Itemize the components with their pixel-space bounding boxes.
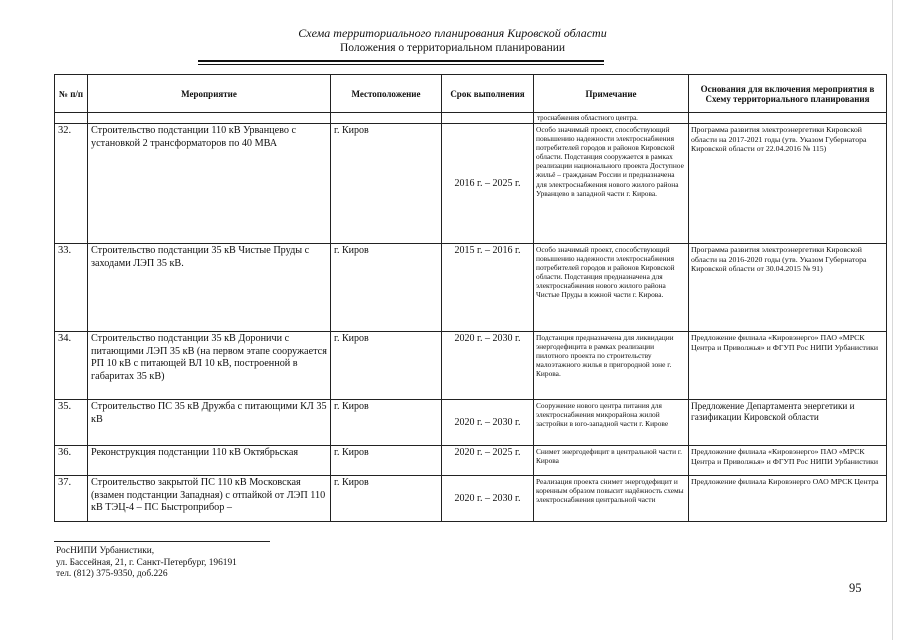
header-note: Примечание xyxy=(534,75,689,113)
row-term: 2020 г. – 2030 г. xyxy=(442,332,534,400)
row-note: Особо значимый проект, способствующий повышению надежности электроснабжения потребителей городов и районов Кировской области. Подстанция сооружается в рамках реализации национального проекта Доступное жильё – гражданам России и предназначена для электроснабжения нового жилого района Урванцево в западной части г. Кирова. xyxy=(534,124,689,244)
footer-rule xyxy=(54,541,270,542)
row-event: Строительство закрытой ПС 110 кВ Московская (взамен подстанции Западная) с отпайкой от ЛЭП 110 кВ ТЭЦ-4 – ПС Быстроприбор – xyxy=(88,476,331,522)
row-note: Сооружение нового центра питания для электроснабжения микрорайона жилой застройки в юго-западной части г. Кирове xyxy=(534,400,689,446)
continued-note: троснабжения областного центра. xyxy=(534,113,689,124)
row-basis: Программа развития электроэнергетики Кировской области на 2017-2021 годы (утв. Указом Губернатора Кировской области от 22.04.2016 № 115) xyxy=(689,124,887,244)
row-location: г. Киров xyxy=(331,124,442,244)
page-number: 95 xyxy=(849,581,862,595)
measures-table xyxy=(54,74,887,522)
document-subtitle: Положения о территориальном планировании xyxy=(339,42,566,54)
row-term: 2016 г. – 2025 г. xyxy=(442,124,534,244)
table-row xyxy=(55,476,887,522)
table-header-row xyxy=(55,75,887,113)
footer-org: РосНИПИ Урбанистики, xyxy=(56,546,155,556)
table-row-continued xyxy=(55,113,887,124)
row-event: Строительство подстанции 35 кВ Чистые Пруды с заходами ЛЭП 35 кВ. xyxy=(88,244,331,332)
row-note: Особо значимый проект, способствующий повышению надежности электроснабжения потребителей городов и районов Кировской области. Подстанция предназначена для электроснабжения нового жилого района Чистые Пруды в южной части г. Кирова. xyxy=(534,244,689,332)
header-basis: Основания для включения мероприятия в Схему территориального планирования xyxy=(689,75,887,113)
footer-address xyxy=(56,546,237,581)
row-event: Строительство подстанции 110 кВ Урванцево с установкой 2 трансформаторов по 40 МВА xyxy=(88,124,331,244)
row-event: Строительство подстанции 35 кВ Дороничи с питающими ЛЭП 35 кВ (на первом этапе сооружается РП 10 кВ с питающей ВЛ 10 кВ, построенной в габаритах 35 кВ) xyxy=(88,332,331,400)
row-basis: Предложение филиала Кировэнерго ОАО МРСК Центра xyxy=(689,476,887,522)
table-row xyxy=(55,332,887,400)
table-row xyxy=(55,244,887,332)
table-row xyxy=(55,446,887,476)
row-basis: Предложение филиала «Кировэнерго» ПАО «МРСК Центра и Приволжья» и ФГУП Рос НИПИ Урбанистики xyxy=(689,446,887,476)
footer-street: ул. Бассейная, 21, г. Санкт-Петербург, 196191 xyxy=(56,557,237,568)
row-note: Реализация проекта снимет энергодефицит и коренным образом повысит надёжность схемы электроснабжения центральной части xyxy=(534,476,689,522)
header-rule-thick xyxy=(198,60,604,62)
page-edge xyxy=(892,0,893,640)
row-num: 33. xyxy=(55,244,88,332)
row-term: 2020 г. – 2025 г. xyxy=(442,446,534,476)
row-num: 35. xyxy=(55,400,88,446)
header-location: Местоположение xyxy=(331,75,442,113)
row-term: 2020 г. – 2030 г. xyxy=(442,400,534,446)
row-location: г. Киров xyxy=(331,244,442,332)
row-note: Снимет энергодефицит в центральной части г. Кирова xyxy=(534,446,689,476)
row-term: 2020 г. – 2030 г. xyxy=(442,476,534,522)
header-term: Срок выполнения xyxy=(442,75,534,113)
header-num: № п/п xyxy=(55,75,88,113)
row-num: 36. xyxy=(55,446,88,476)
row-basis: Программа развития электроэнергетики Кировской области на 2016-2020 годы (утв. Указом Губернатора Кировской области от 30.04.2015 № 91) xyxy=(689,244,887,332)
table-row xyxy=(55,124,887,244)
row-num: 32. xyxy=(55,124,88,244)
row-num: 37. xyxy=(55,476,88,522)
row-term: 2015 г. – 2016 г. xyxy=(442,244,534,332)
footer-phone: тел. (812) 375-9350, доб.226 xyxy=(56,569,168,579)
row-location: г. Киров xyxy=(331,476,442,522)
row-location: г. Киров xyxy=(331,332,442,400)
table-row xyxy=(55,400,887,446)
row-num: 34. xyxy=(55,332,88,400)
row-location: г. Киров xyxy=(331,446,442,476)
document-title: Схема территориального планирования Кировской области xyxy=(298,26,607,40)
row-event: Строительство ПС 35 кВ Дружба с питающими КЛ 35 кВ xyxy=(88,400,331,446)
header-event: Мероприятие xyxy=(88,75,331,113)
row-basis: Предложение Департамента энергетики и газификации Кировской области xyxy=(689,400,887,446)
row-basis: Предложение филиала «Кировэнерго» ПАО «МРСК Центра и Приволжья» и ФГУП Рос НИПИ Урбанистики xyxy=(689,332,887,400)
row-location: г. Киров xyxy=(331,400,442,446)
row-event: Реконструкция подстанции 110 кВ Октябрьская xyxy=(88,446,331,476)
header-rule-thin xyxy=(198,64,604,65)
row-note: Подстанция предназначена для ликвидации энергодефицита в рамках реализации пилотного проекта по строительству малоэтажного жилья в пригородной зоне г. Кирова. xyxy=(534,332,689,400)
